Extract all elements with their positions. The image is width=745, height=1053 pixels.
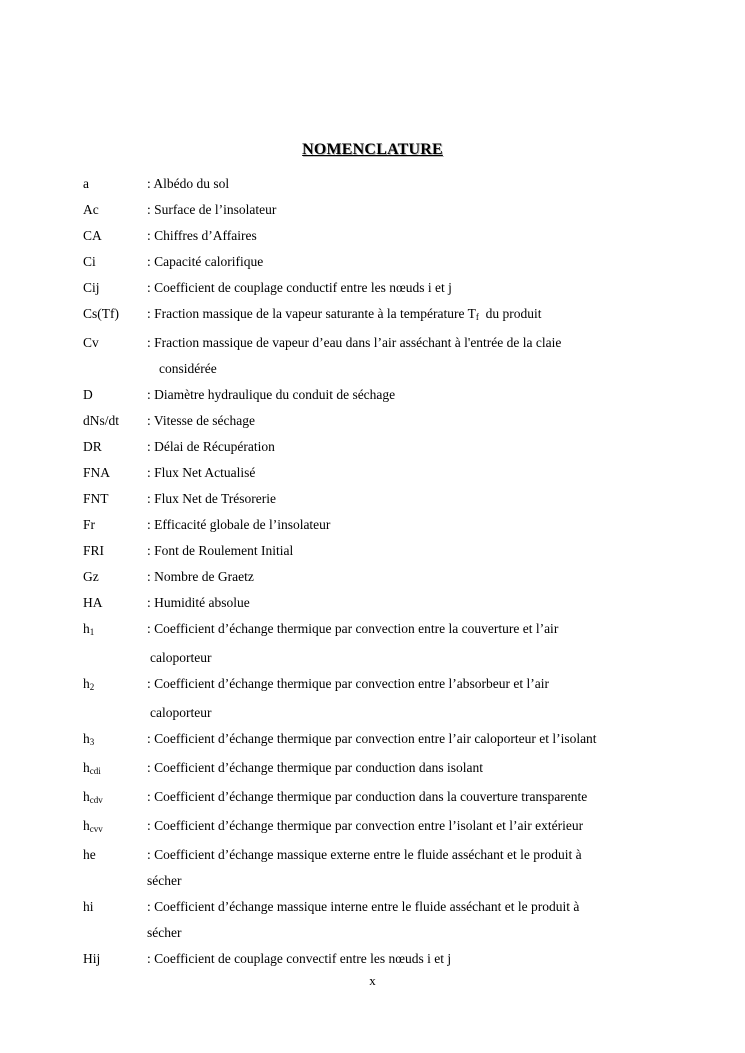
symbol-base: h xyxy=(83,760,90,775)
definition-continuation: sécher xyxy=(147,925,182,940)
symbol xyxy=(83,671,147,700)
subscript: 1 xyxy=(89,627,95,637)
list-item xyxy=(83,755,683,784)
definition: : Vitesse de séchage xyxy=(147,413,256,428)
definition: : Fraction massique de vapeur d’eau dans l’air asséchant à l'entrée de la claie xyxy=(147,335,562,350)
symbol xyxy=(83,813,147,842)
symbol xyxy=(83,755,147,784)
definition: : Surface de l’insolateur xyxy=(147,202,277,217)
symbol: DR xyxy=(83,439,102,454)
symbol-base: h xyxy=(83,731,90,746)
symbol-base: h xyxy=(83,818,90,833)
list-item xyxy=(83,946,683,972)
list-item xyxy=(83,813,683,842)
definition: : Coefficient d’échange thermique par convection entre l’isolant et l’air extérieur xyxy=(147,818,584,833)
definition-continuation: caloporteur xyxy=(150,650,212,665)
definition: : Chiffres d’Affaires xyxy=(147,228,257,243)
subscript: 2 xyxy=(89,682,95,692)
symbol: he xyxy=(83,847,96,862)
symbol: Ci xyxy=(83,254,96,269)
symbol: Cv xyxy=(83,335,99,350)
list-item xyxy=(83,564,683,590)
list-item xyxy=(83,784,683,813)
list-item xyxy=(83,408,683,434)
list-item xyxy=(83,486,683,512)
definition: : Font de Roulement Initial xyxy=(147,543,294,558)
list-item xyxy=(83,275,683,301)
symbol: hi xyxy=(83,899,94,914)
symbol: HA xyxy=(83,595,103,610)
list-item xyxy=(83,301,683,330)
definition: : Efficacité globale de l’insolateur xyxy=(147,517,331,532)
definition xyxy=(147,301,683,330)
definition: : Coefficient d’échange massique externe entre le fluide asséchant et le produit à xyxy=(147,847,582,862)
symbol-base: h xyxy=(83,621,90,636)
nomenclature-list xyxy=(83,171,683,972)
list-item xyxy=(83,671,683,700)
symbol: Fr xyxy=(83,517,96,532)
list-item xyxy=(83,171,683,197)
definition: : Coefficient de couplage conductif entre les nœuds i et j xyxy=(147,280,452,295)
list-item xyxy=(83,894,683,920)
definition: : Coefficient de couplage convectif entre les nœuds i et j xyxy=(147,951,452,966)
subscript: cdi xyxy=(89,766,101,776)
symbol: Cs(Tf) xyxy=(83,306,119,321)
list-item xyxy=(83,726,683,755)
definition: : Coefficient d’échange massique interne entre le fluide asséchant et le produit à xyxy=(147,899,580,914)
definition: : Coefficient d’échange thermique par convection entre la couverture et l’air xyxy=(147,621,559,636)
list-item xyxy=(83,197,683,223)
symbol-base: h xyxy=(83,789,90,804)
symbol: CA xyxy=(83,228,102,243)
list-item xyxy=(83,223,683,249)
symbol: Gz xyxy=(83,569,99,584)
definition-text: du produit xyxy=(478,306,542,321)
definition: : Capacité calorifique xyxy=(147,254,264,269)
symbol: FRI xyxy=(83,543,105,558)
list-item xyxy=(83,434,683,460)
definition: : Diamètre hydraulique du conduit de séchage xyxy=(147,387,396,402)
definition: : Coefficient d’échange thermique par convection entre l’absorbeur et l’air xyxy=(147,676,549,691)
symbol: FNT xyxy=(83,491,109,506)
definition: : Coefficient d’échange thermique par convection entre l’air caloporteur et l’isolant xyxy=(147,731,597,746)
definition-continuation: sécher xyxy=(147,873,182,888)
definition: : Flux Net Actualisé xyxy=(147,465,256,480)
definition-continuation: considérée xyxy=(159,361,217,376)
list-item xyxy=(83,590,683,616)
symbol: FNA xyxy=(83,465,111,480)
symbol: dNs/dt xyxy=(83,413,120,428)
definition: : Coefficient d’échange thermique par conduction dans isolant xyxy=(147,760,484,775)
list-item xyxy=(83,512,683,538)
list-item xyxy=(83,616,683,645)
definition: : Coefficient d’échange thermique par conduction dans la couverture transparente xyxy=(147,789,588,804)
subscript: cvv xyxy=(89,824,103,834)
definition: : Flux Net de Trésorerie xyxy=(147,491,276,506)
definition-text: : Fraction massique de la vapeur saturante à la température T xyxy=(147,306,476,321)
symbol: Cij xyxy=(83,280,100,295)
symbol-base: h xyxy=(83,676,90,691)
definition: : Nombre de Graetz xyxy=(147,569,254,584)
definition: : Délai de Récupération xyxy=(147,439,275,454)
page-number: x xyxy=(369,973,376,988)
subscript: f xyxy=(475,312,479,322)
symbol: a xyxy=(83,176,89,191)
definition: : Humidité absolue xyxy=(147,595,250,610)
symbol xyxy=(83,726,147,755)
list-item xyxy=(83,460,683,486)
symbol: Ac xyxy=(83,202,99,217)
definition-continuation: caloporteur xyxy=(150,705,212,720)
page-title: NOMENCLATURE xyxy=(302,141,443,158)
list-item xyxy=(83,382,683,408)
subscript: 3 xyxy=(89,737,95,747)
symbol: D xyxy=(83,387,93,402)
list-item xyxy=(83,249,683,275)
subscript: cdv xyxy=(89,795,103,805)
symbol: Hij xyxy=(83,951,101,966)
list-item xyxy=(83,842,683,868)
list-item xyxy=(83,538,683,564)
symbol xyxy=(83,616,147,645)
list-item xyxy=(83,330,683,356)
symbol xyxy=(83,784,147,813)
definition: : Albédo du sol xyxy=(147,176,230,191)
